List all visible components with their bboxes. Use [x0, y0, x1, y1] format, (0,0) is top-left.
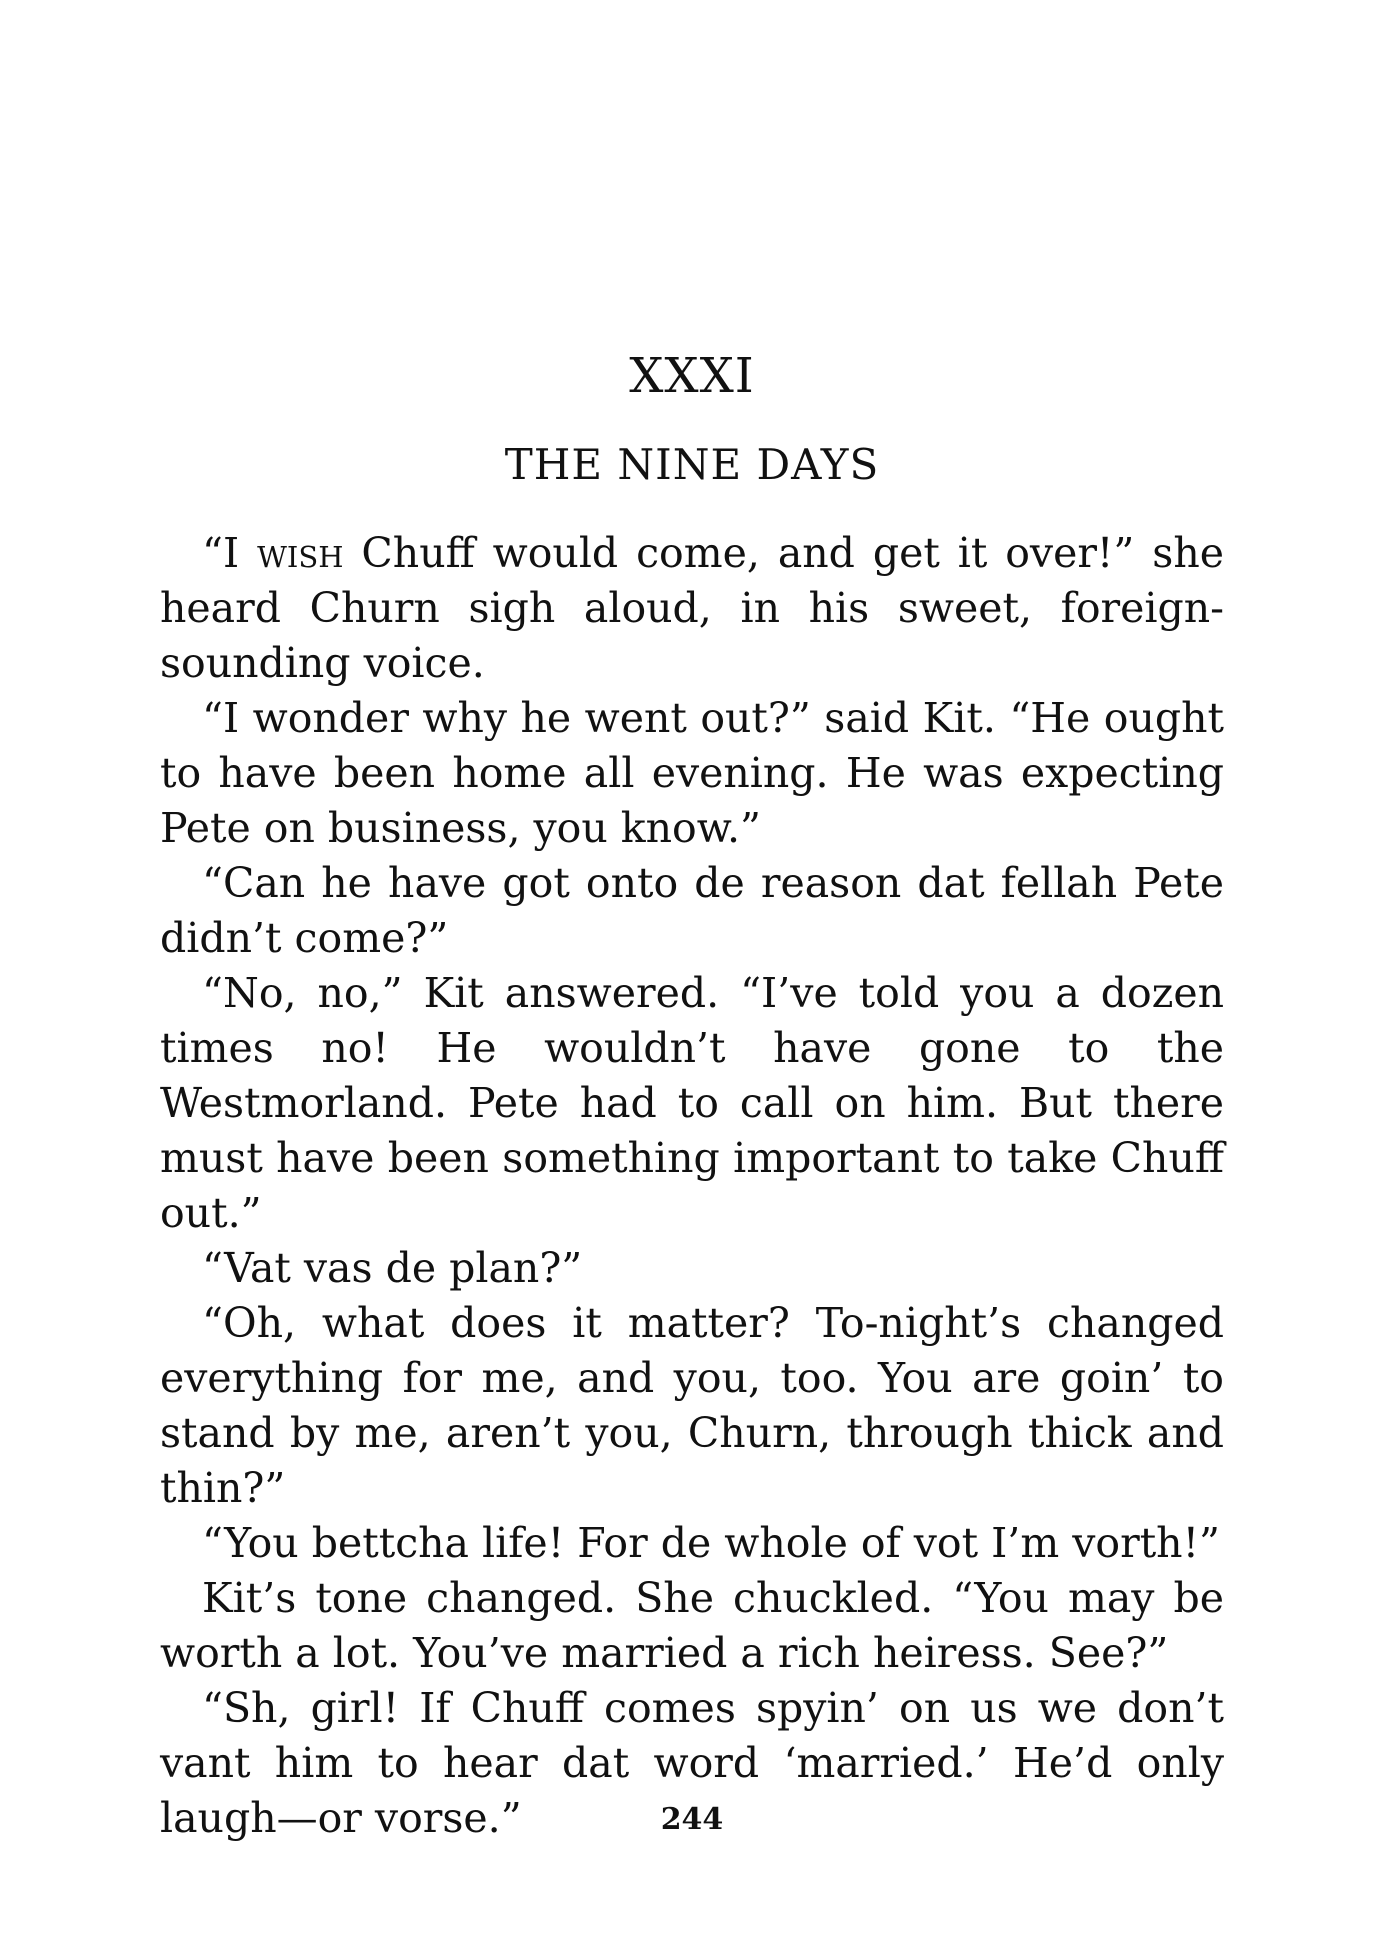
- paragraph-text: Chuff would come, and get it over!” she heard Churn sigh aloud, in his sweet, foreign-sounding voice.: [160, 529, 1224, 687]
- opening-quote: “I: [202, 529, 258, 577]
- paragraph: “Vat vas de plan?”: [202, 1244, 583, 1292]
- body-text: [160, 526, 1224, 1846]
- paragraph: “Can he have got onto de reason dat fellah Pete didn’t come?”: [160, 859, 1224, 962]
- chapter-title: THE NINE DAYS: [504, 440, 880, 489]
- chapter-number: XXXI: [629, 348, 755, 404]
- paragraph: “I wonder why he went out?” said Kit. “He ought to have been home all evening. He was expecting Pete on business, you know.”: [160, 694, 1224, 852]
- paragraph: “You bettcha life! For de whole of vot I’m vorth!”: [202, 1519, 1221, 1567]
- opening-word-smallcaps: wish: [257, 529, 344, 577]
- paragraph: [160, 526, 1224, 691]
- paragraph: “No, no,” Kit answered. “I’ve told you a dozen times no! He wouldn’t have gone to the Westmorland. Pete had to call on him. But there must have been something important to take Chuff out.”: [160, 969, 1224, 1237]
- page-number: 244: [660, 1802, 724, 1837]
- paragraph: “Sh, girl! If Chuff comes spyin’ on us we don’t vant him to hear dat word ‘married.’ He’d only laugh—or vorse.”: [160, 1684, 1224, 1842]
- paragraph: Kit’s tone changed. She chuckled. “You may be worth a lot. You’ve married a rich heiress. See?”: [160, 1574, 1224, 1677]
- paragraph: “Oh, what does it matter? To-night’s changed everything for me, and you, too. You are goin’ to stand by me, aren’t you, Churn, through thick and thin?”: [160, 1299, 1224, 1512]
